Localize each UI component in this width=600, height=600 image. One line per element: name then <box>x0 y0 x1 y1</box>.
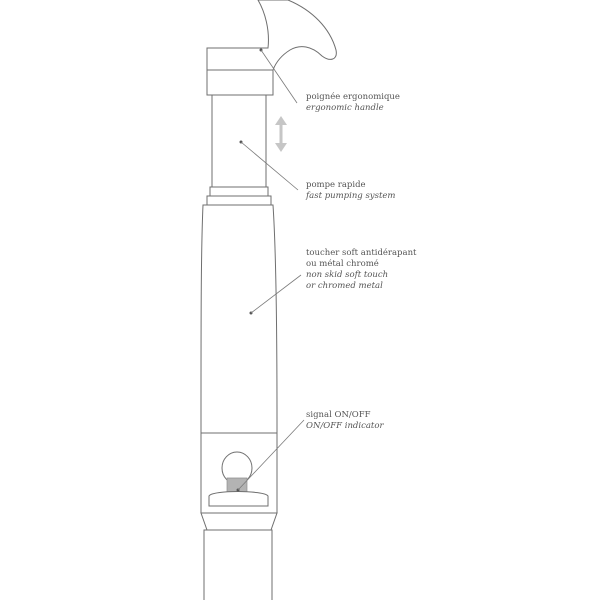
pump-ring-upper <box>210 187 268 196</box>
pump-shaft <box>212 95 266 187</box>
up-down-arrow-icon <box>275 116 287 152</box>
callout-pump <box>306 180 395 202</box>
callout-grip-fr-1: toucher soft antidérapant <box>306 248 417 258</box>
callout-grip-en-2: or chromed metal <box>306 281 383 291</box>
callout-handle <box>306 92 400 114</box>
callout-handle-fr: poignée ergonomique <box>306 92 400 102</box>
lower-tube-flare <box>201 513 277 530</box>
handle-collar <box>207 70 273 95</box>
grip-body <box>201 205 277 433</box>
callout-signal <box>306 410 384 432</box>
indicator-opening <box>209 492 268 507</box>
callout-pump-en: fast pumping system <box>306 191 396 201</box>
callout-signal-fr: signal ON/OFF <box>306 410 371 420</box>
callout-grip-fr-2: ou métal chromé <box>306 259 379 269</box>
lower-tube <box>204 530 272 600</box>
callout-handle-en: ergonomic handle <box>306 103 384 113</box>
pump-ring-lower <box>207 196 271 205</box>
callout-grip-en-1: non skid soft touch <box>306 270 389 280</box>
callout-signal-en: ON/OFF indicator <box>306 421 384 431</box>
callout-pump-fr: pompe rapide <box>306 180 366 190</box>
callout-grip <box>306 248 416 292</box>
